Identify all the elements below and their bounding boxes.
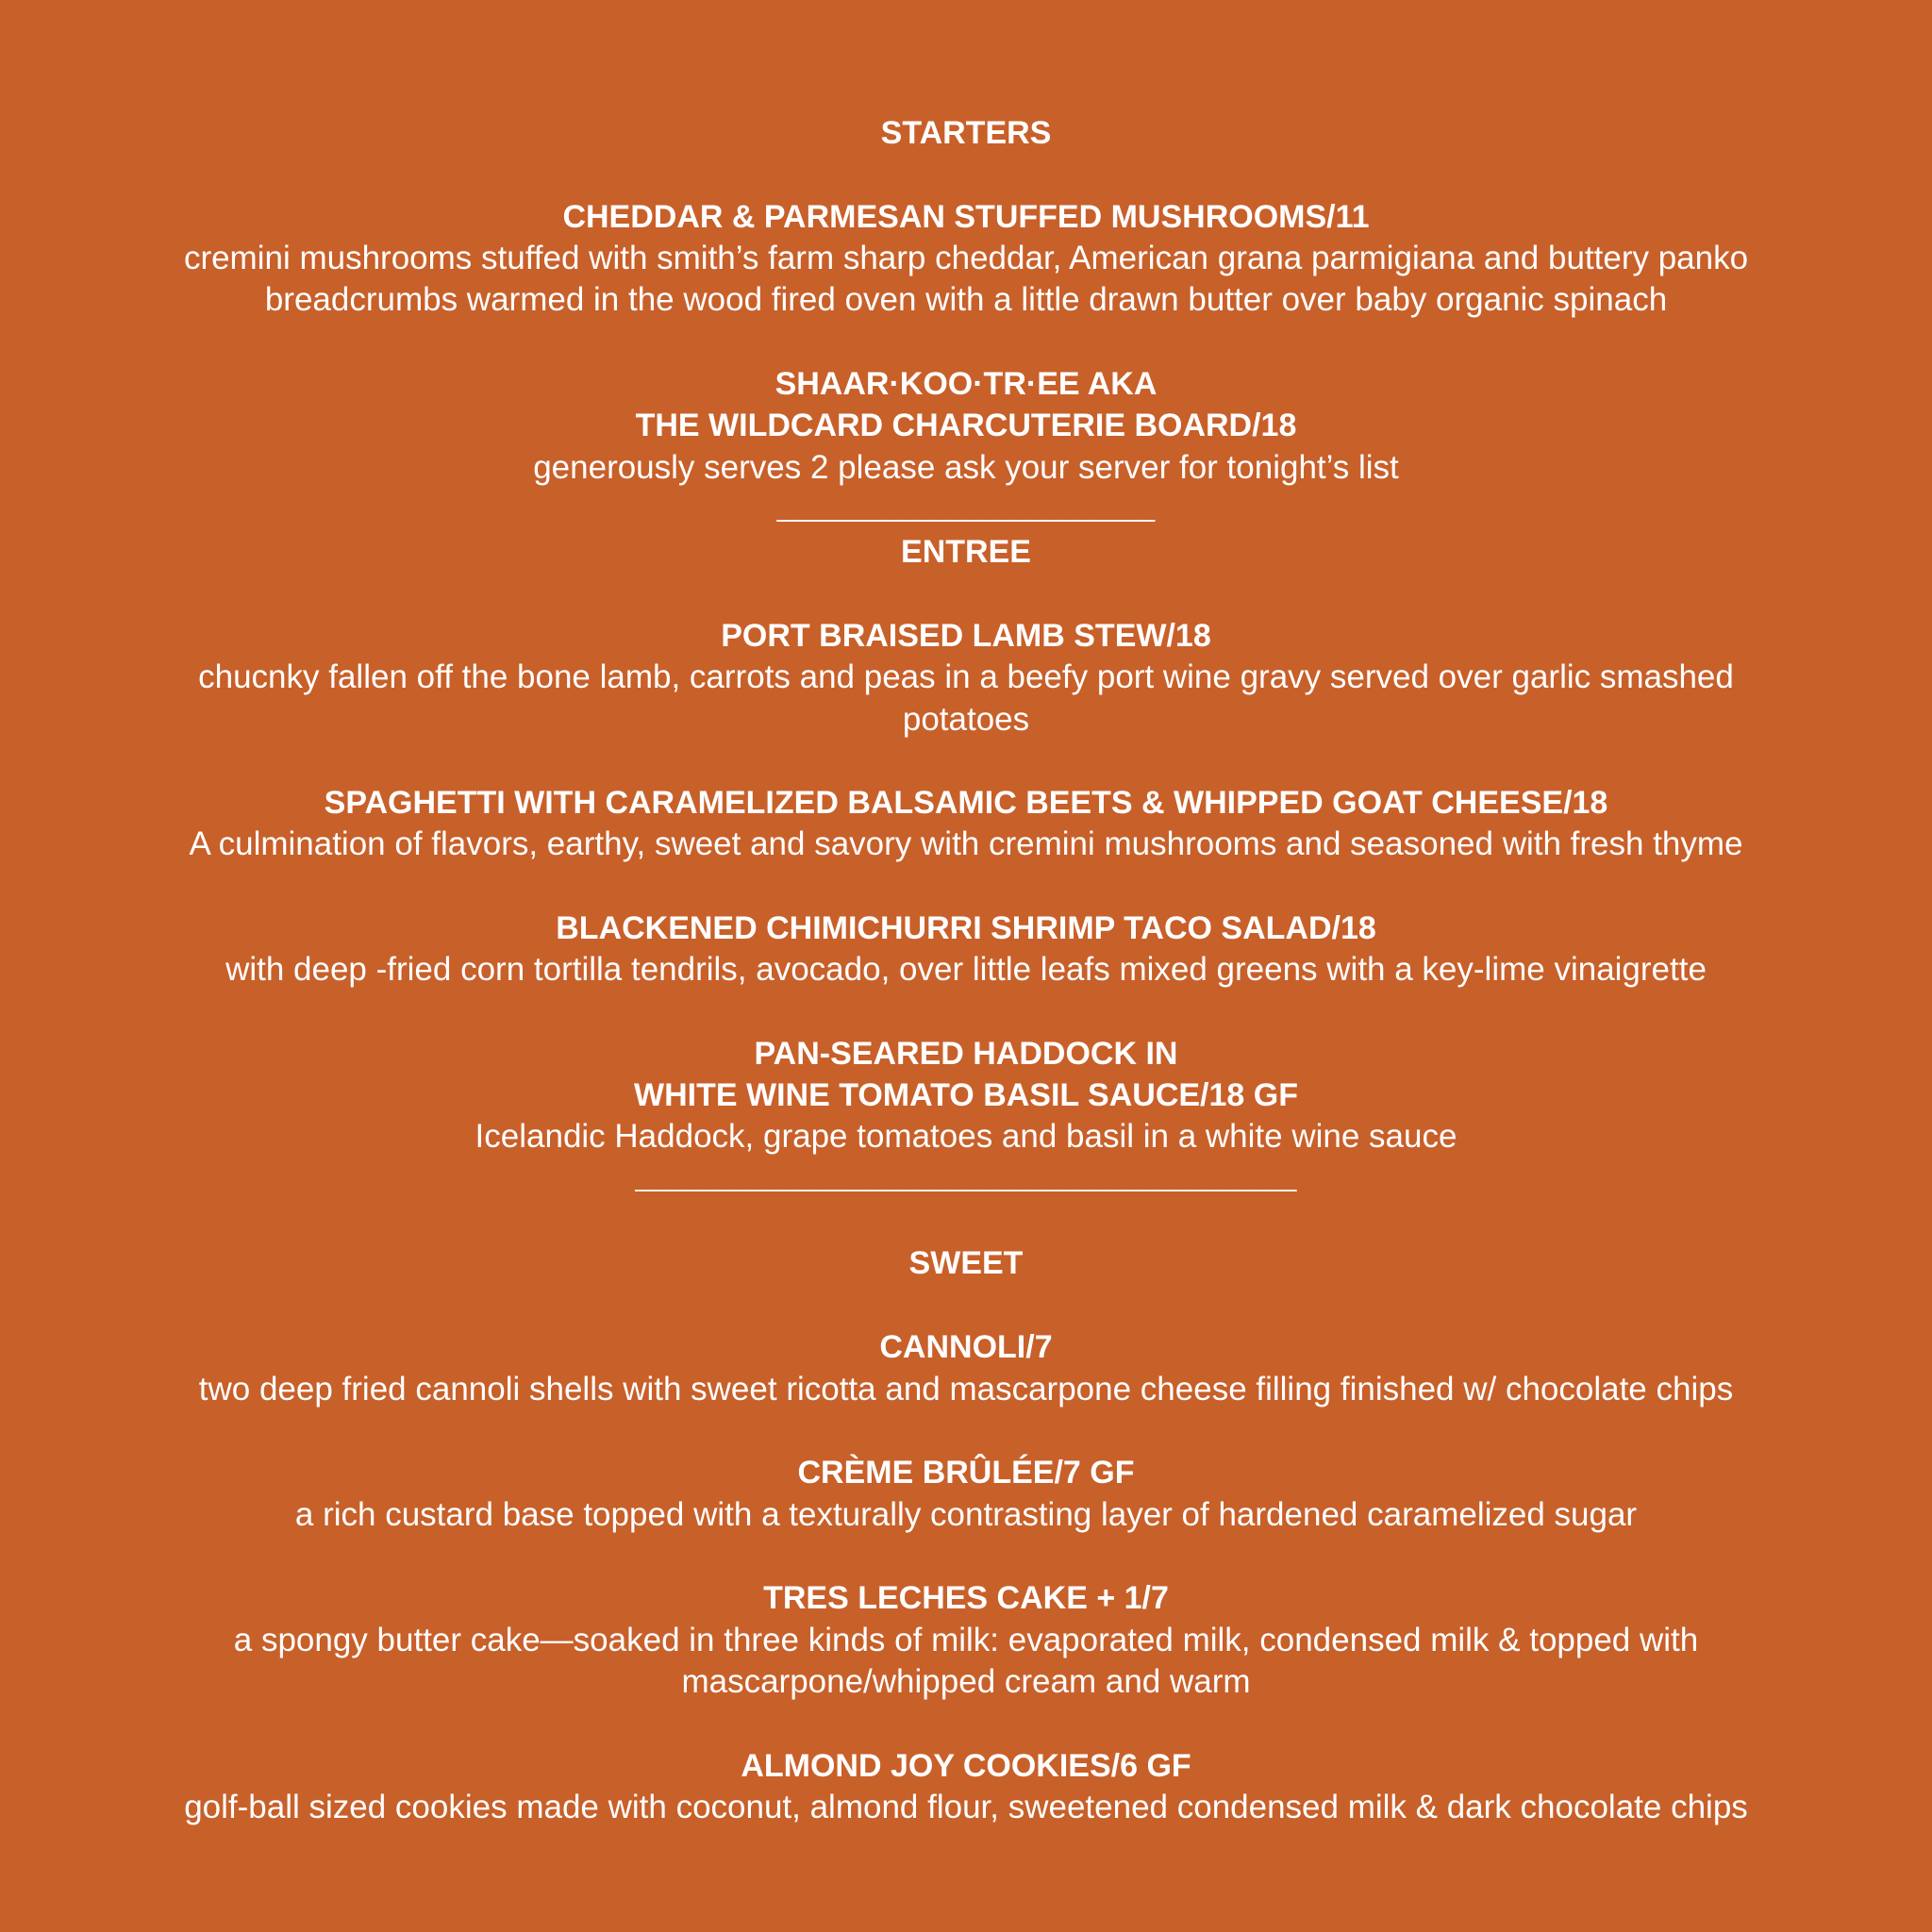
item-desc-tres-leches-line2: mascarpone/whipped cream and warm <box>681 1663 1251 1700</box>
item-desc-lamb-stew-line2: potatoes <box>902 701 1030 738</box>
item-desc-almond-joy-cookies: golf-ball sized cookies made with coconut, almond flour, sweetened condensed milk & dark chocolate chips <box>184 1789 1748 1825</box>
item-desc-shrimp-taco-salad: with deep -fried corn tortilla tendrils, avocado, over little leafs mixed greens with a key-lime vinaigrette <box>225 951 1707 988</box>
item-desc-stuffed-mushrooms-line2: breadcrumbs warmed in the wood fired oven with a little drawn butter over baby organic spinach <box>264 281 1668 318</box>
section-divider-2: __________________________________________ <box>635 1161 1297 1192</box>
section-title-sweet: SWEET <box>908 1245 1024 1281</box>
item-name-creme-brulee: CRÈME BRÛLÉE/7 GF <box>797 1455 1135 1491</box>
item-desc-creme-brulee: a rich custard base topped with a texturally contrasting layer of hardened caramelized sugar <box>294 1496 1638 1533</box>
item-name-tres-leches: TRES LECHES CAKE + 1/7 <box>763 1580 1169 1616</box>
item-name-cannoli: CANNOLI/7 <box>879 1329 1053 1365</box>
item-desc-lamb-stew-line1: chucnky fallen off the bone lamb, carrots and peas in a beefy port wine gravy served over garlic smashed <box>198 658 1734 695</box>
section-title-starters: STARTERS <box>880 115 1052 151</box>
section-divider-1: ________________________ <box>776 491 1156 523</box>
item-name-charcuterie-line2: THE WILDCARD CHARCUTERIE BOARD/18 <box>635 408 1297 443</box>
section-title-entree: ENTREE <box>901 534 1031 570</box>
item-name-haddock-line2: WHITE WINE TOMATO BASIL SAUCE/18 GF <box>634 1077 1298 1113</box>
item-desc-haddock: Icelandic Haddock, grape tomatoes and basil in a white wine sauce <box>475 1118 1457 1155</box>
item-name-spaghetti: SPAGHETTI WITH CARAMELIZED BALSAMIC BEETS & WHIPPED GOAT CHEESE/18 <box>324 785 1608 821</box>
item-desc-tres-leches-line1: a spongy butter cake—soaked in three kinds of milk: evaporated milk, condensed milk & topped with <box>233 1622 1699 1658</box>
item-desc-spaghetti: A culmination of flavors, earthy, sweet and savory with cremini mushrooms and seasoned with fresh thyme <box>189 825 1743 862</box>
item-name-charcuterie-line1: SHAAR·KOO·TR·EE AKA <box>774 366 1158 402</box>
item-name-haddock-line1: PAN-SEARED HADDOCK IN <box>754 1036 1178 1072</box>
item-name-stuffed-mushrooms: CHEDDAR & PARMESAN STUFFED MUSHROOMS/11 <box>562 199 1370 235</box>
item-name-lamb-stew: PORT BRAISED LAMB STEW/18 <box>721 618 1211 654</box>
item-desc-stuffed-mushrooms-line1: cremini mushrooms stuffed with smith’s farm sharp cheddar, American grana parmigiana and buttery panko <box>183 240 1749 276</box>
item-name-shrimp-taco-salad: BLACKENED CHIMICHURRI SHRIMP TACO SALAD/18 <box>556 910 1376 946</box>
item-desc-charcuterie: generously serves 2 please ask your server for tonight’s list <box>533 449 1399 486</box>
item-name-almond-joy-cookies: ALMOND JOY COOKIES/6 GF <box>741 1748 1191 1784</box>
item-desc-cannoli: two deep fried cannoli shells with sweet ricotta and mascarpone cheese filling finished w/ chocolate chips <box>198 1371 1734 1407</box>
